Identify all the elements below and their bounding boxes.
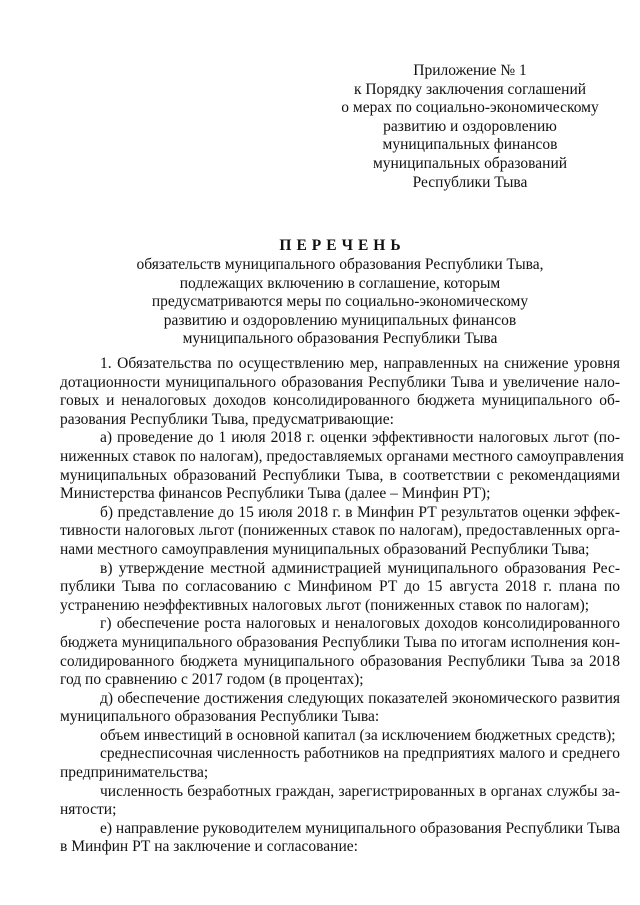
text-line: д) обеспечение достижения следующих показателей экономического развития <box>100 689 620 707</box>
text-line: среднесписочная численность работников на предприятиях малого и среднего <box>100 745 620 763</box>
document-heading <box>60 236 620 349</box>
text-line: Министерства финансов Республики Тыва (далее – Минфин РТ); <box>60 485 491 503</box>
text-line: разования Республики Тыва, предусматривающие: <box>60 410 394 428</box>
text-line: нятости; <box>60 801 117 819</box>
subtitle-line: обязательств муниципального образования Республики Тыва, <box>136 256 544 273</box>
text-line: предпринимательства; <box>60 764 209 782</box>
text-line: в Минфин РТ на заключение и согласование: <box>60 838 358 856</box>
paragraph-d <box>60 690 620 727</box>
text-line: ниженных ставок по налогам), предоставляемых органами местного самоуправления <box>60 447 624 465</box>
paragraph-b <box>60 504 620 560</box>
appendix-line: о мерах по социально-экономическому <box>341 99 599 117</box>
appendix-line: развитию и оздоровлению <box>383 117 557 135</box>
text-line: 1. Обязательства по осуществлению мер, направленных на снижение уровня <box>100 355 620 372</box>
text-line: год по сравнению с 2017 годом (в процентах); <box>60 671 364 689</box>
paragraph-a <box>60 429 624 503</box>
appendix-line: к Порядку заключения соглашений <box>353 80 587 98</box>
text-line: нами местного самоуправления муниципальных образований Республики Тыва; <box>60 540 590 558</box>
paragraph-d-item-3 <box>60 783 620 820</box>
text-line: е) направление руководителем муниципального образования Республики Тыва <box>100 819 621 837</box>
appendix-line: Республики Тыва <box>412 173 528 191</box>
subtitle-line: муниципального образования Республики Тыва <box>182 330 498 348</box>
page-title: ПЕРЕЧЕНЬ <box>279 237 406 254</box>
appendix-line: муниципальных финансов <box>382 136 558 154</box>
text-line: бюджета муниципального образования Республики Тыва по итогам исполнения кон- <box>60 633 620 651</box>
appendix-line: Приложение № 1 <box>413 62 527 79</box>
paragraph-1 <box>60 355 620 429</box>
paragraph-g <box>60 615 620 689</box>
text-line: численность безработных граждан, зарегистрированных в органах службы за- <box>100 782 620 800</box>
document-body <box>60 355 624 857</box>
text-line: а) проведение до 1 июля 2018 г. оценки эффективности налоговых льгот (по- <box>100 429 620 447</box>
text-line: в) утверждение местной администрацией муниципального образования Рес- <box>100 559 620 577</box>
text-line: публики Тыва по согласованию с Минфином РТ до 15 августа 2018 г. плана по <box>60 578 620 596</box>
text-line: говых и неналоговых доходов консолидированного бюджета муниципального об- <box>60 392 620 410</box>
text-line: устранению неэффективных налоговых льгот (пониженных ставок по налогам); <box>60 596 590 614</box>
text-line: б) представление до 15 июля 2018 г. в Минфин РТ результатов оценки эффек- <box>100 503 620 521</box>
text-line: муниципальных образований Республики Тыва, в соответствии с рекомендациями <box>60 466 620 484</box>
text-line: объем инвестиций в основной капитал (за исключением бюджетных средств); <box>100 726 616 744</box>
text-line: г) обеспечение роста налоговых и неналоговых доходов консолидированного <box>100 615 620 633</box>
paragraph-d-item-2 <box>60 745 620 782</box>
text-line: солидированного бюджета муниципального образования Республики Тыва за 2018 <box>60 652 620 670</box>
text-line: тивности налоговых льгот (пониженных ставок по налогам), предоставленных орга- <box>60 522 620 540</box>
text-line: дотационности муниципального образования Республики Тыва и увеличение нало- <box>60 373 620 391</box>
appendix-reference <box>328 62 612 192</box>
subtitle-line: предусматриваются меры по социально-экономическому <box>151 293 529 311</box>
paragraph-v <box>60 560 620 616</box>
text-line: муниципального образования Республики Тыва: <box>60 708 380 726</box>
subtitle-line: подлежащих включению в соглашение, которым <box>179 274 501 292</box>
appendix-line: муниципальных образований <box>372 154 568 172</box>
heading-subtitle <box>60 256 620 349</box>
subtitle-line: развитию и оздоровлению муниципальных финансов <box>163 311 517 329</box>
paragraph-e <box>60 820 620 857</box>
paragraph-d-item-1 <box>60 727 620 746</box>
